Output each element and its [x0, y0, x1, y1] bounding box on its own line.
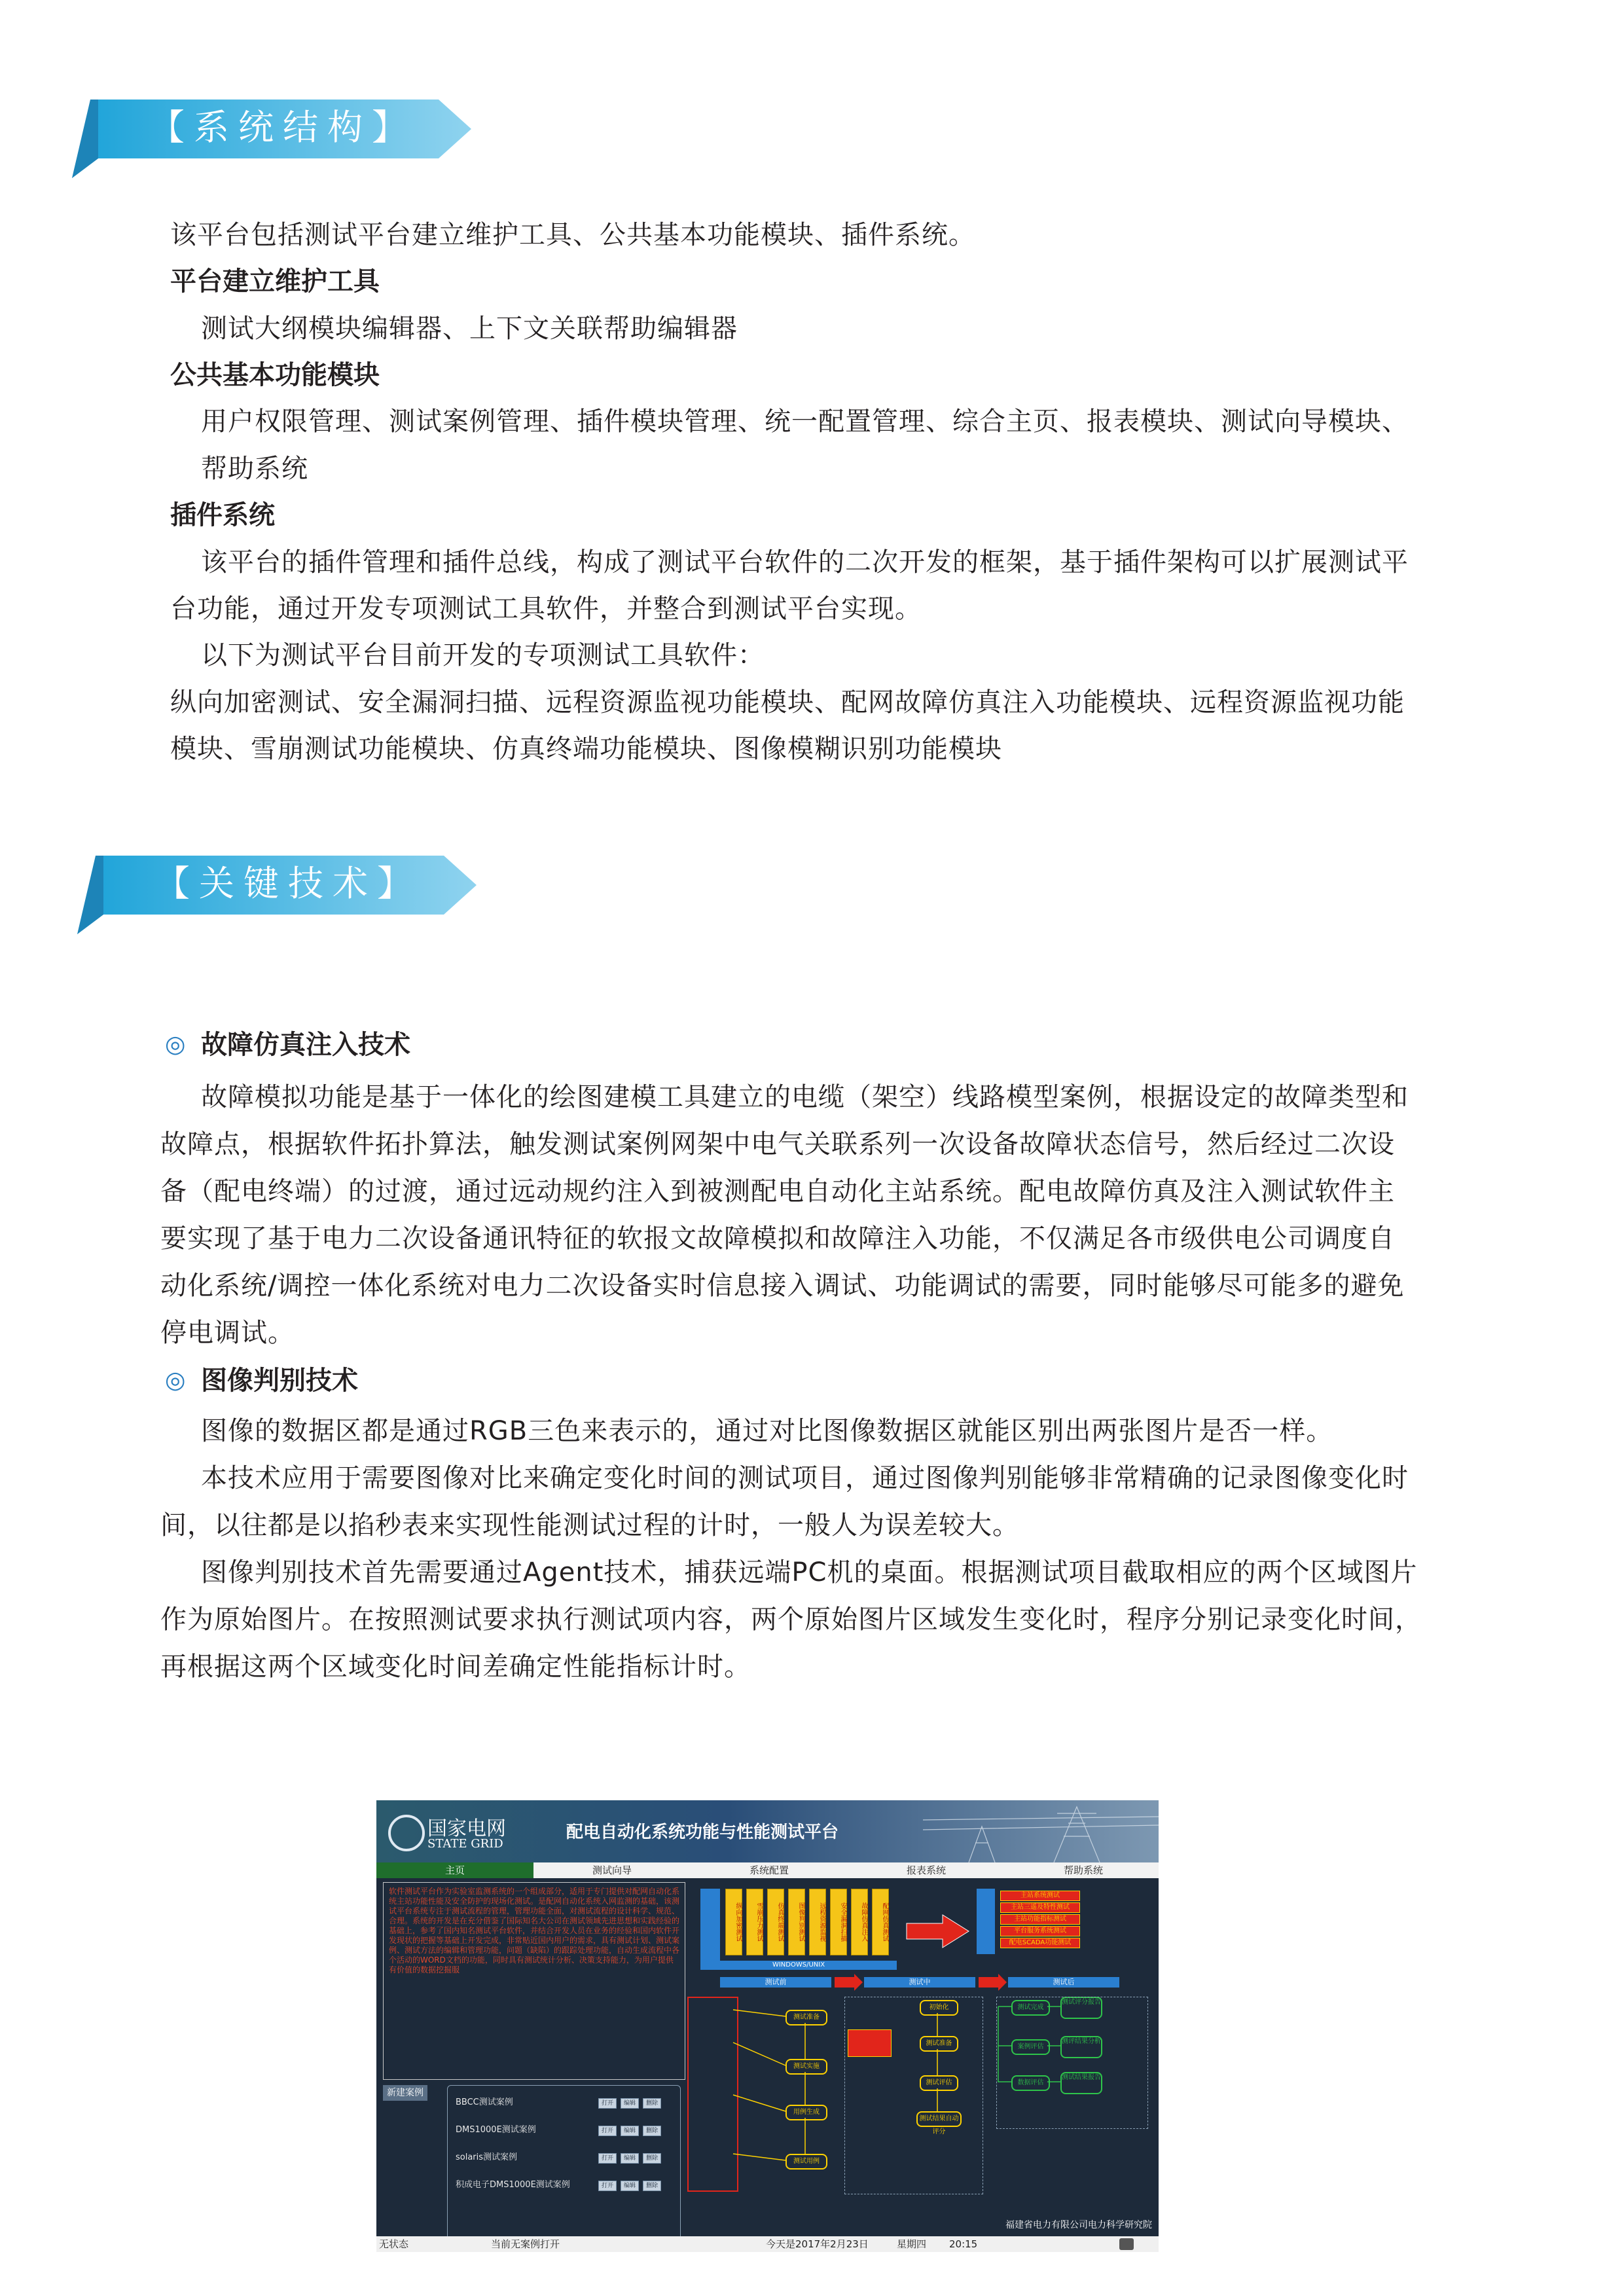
logo-text-cn: 国家电网 [427, 1817, 506, 1840]
master-bar [977, 1889, 995, 1954]
tool-title: 平台建立维护工具 [170, 266, 380, 297]
intro-text: 软件测试平台作为实验室监测系统的一个组成部分，适用于专门提供对配网自动化系统主站功能性能及安全防护的现场化测试。是配网自动化系统入网监测的基础，该测试平台系统专注于测试流程的管理，管理功能全面，对测试流程的设计科学、规范、合理。系统的开发是在充分借鉴了国际知名大公司在测试领域先进思想和实践经验的基础上，参考了国内知名测试平台软件，并结合开发人员在业务的经验和国内软件开发现状的把握等基础上开发完成，非常贴近国内用户的需求，具有测试计划、测试案例、测试方法的编辑和管理功能，问题（缺陷）的跟踪处理功能，自动生成流程中各个活动的WORD文档的功能，同时具有测试统计分析、决策支持能力，为用户提供有价值的数据挖掘服 [389, 1887, 680, 1974]
fault-line: 动化系统/调控一体化系统对电力二次设备实时信息接入调试、功能调试的需要，同时能够尽可能多的避免 [160, 1271, 1405, 1301]
image-line: 作为原始图片。在按照测试要求执行测试项内容，两个原始图片区域发生变化时，程序分别记录变化时间， [160, 1605, 1422, 1635]
master-test-item: 平台服务系统测试 [1000, 1926, 1080, 1936]
new-case-button[interactable]: 新建案例 [383, 2085, 427, 2101]
flow-node: 测试用例 [785, 2154, 827, 2170]
intro-textbox [383, 1882, 685, 2080]
arrow-right-icon [903, 1912, 975, 1951]
bullet-icon: ◎ [165, 1367, 186, 1394]
phase-during: 测试中 [864, 1977, 975, 1988]
result-node: 测试完成 [1011, 2000, 1050, 2016]
edit-case-button[interactable]: 编辑 [621, 2098, 639, 2109]
system-intro: 该平台包括测试平台建立维护工具、公共基本功能模块、插件系统。 [170, 220, 975, 250]
bullet-icon: ◎ [165, 1031, 186, 1058]
open-case-button[interactable]: 打开 [598, 2181, 617, 2191]
app-title: 配电自动化系统功能与性能测试平台 [566, 1823, 839, 1842]
plugin-text-5: 模块、雪崩测试功能模块、仿真终端功能模块、图像模糊识别功能模块 [170, 734, 1002, 764]
section-banner-system [72, 98, 478, 183]
tool-box: 远程资源监视 [809, 1889, 826, 1955]
tab-report-system[interactable]: 报表系统 [906, 1864, 946, 1876]
image-line: 间，以往都是以掐秒表来实现性能测试过程的计时，一般人为误差较大。 [160, 1510, 1019, 1540]
during-panel [844, 1997, 983, 2194]
result-node: 数据评估 [1011, 2075, 1050, 2091]
common-text-1: 用户权限管理、测试案例管理、插件模块管理、统一配置管理、综合主页、报表模块、测试向导模块、 [201, 407, 1409, 437]
tab-system-config[interactable]: 系统配置 [749, 1864, 789, 1876]
flow-node: 测试评估 [920, 2075, 958, 2091]
plugin-text-2: 台功能，通过开发专项测试工具软件，并整合到测试平台实现。 [170, 594, 922, 624]
tab-home[interactable]: 主页 [376, 1862, 533, 1878]
after-panel [996, 1997, 1148, 2129]
case-name[interactable]: solaris测试案例 [456, 2152, 518, 2162]
status-time: 20:15 [949, 2238, 978, 2250]
delete-case-button[interactable]: 删除 [643, 2153, 661, 2164]
tool-box: 纵向加密测试 [725, 1889, 742, 1955]
app-header [376, 1800, 1159, 1862]
result-node: 测试结果报告 [1060, 2072, 1102, 2094]
flow-node: 测试准备 [785, 2010, 827, 2025]
tool-box: 雪崩压力测试 [746, 1889, 763, 1955]
tool-text: 测试大纲模块编辑器、上下文关联帮助编辑器 [201, 314, 738, 344]
fault-line: 停电调试。 [160, 1318, 295, 1348]
tool-box: 仿真终端测试 [767, 1889, 784, 1955]
image-line: 再根据这两个区域变化时间差确定性能指标计时。 [160, 1652, 751, 1682]
state-grid-logo-icon [388, 1815, 425, 1851]
fault-title: 故障仿真注入技术 [201, 1030, 410, 1060]
os-bar: WINDOWS/UNIX [700, 1961, 897, 1970]
organization-name: 福建省电力有限公司电力科学研究院 [1005, 2220, 1152, 2230]
open-case-button[interactable]: 打开 [598, 2098, 617, 2109]
image-line: 图像的数据区都是通过RGB三色来表示的，通过对比图像数据区就能区别出两张图片是否一样。 [201, 1416, 1333, 1446]
case-name[interactable]: 积成电子DMS1000E测试案例 [456, 2180, 570, 2190]
platform-screenshot [376, 1800, 1159, 2252]
phase-before: 测试前 [720, 1977, 831, 1988]
delete-case-button[interactable]: 删除 [643, 2098, 661, 2109]
delete-case-button[interactable]: 删除 [643, 2181, 661, 2191]
flow-node: 测试结果自动评分 [916, 2111, 962, 2127]
tab-help-system[interactable]: 帮助系统 [1063, 1864, 1103, 1876]
architecture-diagram [687, 1879, 1159, 2232]
tool-box: 故障仿真注入 [851, 1889, 868, 1955]
status-date: 今天是2017年2月23日 [766, 2238, 869, 2250]
section-banner-tech [77, 854, 483, 939]
plugin-text-3: 以下为测试平台目前开发的专项测试工具软件： [201, 640, 765, 670]
result-node: 测试评分报告 [1060, 1997, 1102, 2019]
plugin-title: 插件系统 [170, 500, 275, 530]
section-heading: 【关键技术】 [154, 863, 422, 904]
fault-line: 备（配电终端）的过渡，通过远动规约注入到被测配电自动化主站系统。配电故障仿真及注入测试软件主 [160, 1176, 1395, 1207]
flow-node: 测试实施 [785, 2059, 827, 2075]
status-state: 无状态 [379, 2238, 409, 2250]
image-title: 图像判别技术 [201, 1366, 358, 1396]
flow-node: 测试准备 [920, 2036, 958, 2052]
edit-case-button[interactable]: 编辑 [621, 2153, 639, 2164]
tool-box: 安全漏洞扫描 [830, 1889, 847, 1955]
result-node: 案例评估 [1011, 2039, 1050, 2055]
master-test-item: 主站三遥及特性测试 [1000, 1902, 1080, 1913]
master-test-item: 主站功能指标测试 [1000, 1914, 1080, 1925]
plugin-text-1: 该平台的插件管理和插件总线，构成了测试平台软件的二次开发的框架，基于插件架构可以扩展测试平 [201, 547, 1409, 577]
section-heading: 【系统结构】 [149, 107, 416, 148]
master-test-item: 配电SCADA功能测试 [1000, 1938, 1080, 1948]
status-weekday: 星期四 [897, 2238, 927, 2250]
plugin-text-4: 纵向加密测试、安全漏洞扫描、远程资源监视功能模块、配网故障仿真注入功能模块、远程资源监视功能 [170, 687, 1405, 717]
case-name[interactable]: DMS1000E测试案例 [456, 2125, 536, 2135]
open-case-button[interactable]: 打开 [598, 2153, 617, 2164]
common-text-2: 帮助系统 [201, 454, 308, 484]
case-list [447, 2085, 681, 2240]
master-test-item: 主站系统测试 [1000, 1891, 1080, 1901]
nav-bar [376, 1862, 1159, 1878]
status-bar [376, 2236, 1159, 2252]
phase-after: 测试后 [1008, 1977, 1119, 1988]
prep-list [687, 1997, 738, 2192]
status-case: 当前无案例打开 [491, 2238, 560, 2250]
exit-icon[interactable] [1119, 2238, 1134, 2250]
case-name[interactable]: BBCC测试案例 [456, 2097, 513, 2107]
fault-line: 故障模拟功能是基于一体化的绘图建模工具建立的电缆（架空）线路模型案例，根据设定的故障类型和 [201, 1082, 1409, 1112]
edit-case-button[interactable]: 编辑 [621, 2126, 639, 2136]
flow-node: 用例生成 [785, 2105, 827, 2120]
common-title: 公共基本功能模块 [170, 360, 380, 390]
open-case-button[interactable]: 打开 [598, 2126, 617, 2136]
platform-bar [700, 1889, 720, 1961]
tool-box: 图像判别测试 [788, 1889, 805, 1955]
image-line: 本技术应用于需要图像对比来确定变化时间的测试项目，通过图像判别能够非常精确的记录图像变化时 [201, 1463, 1409, 1493]
tab-test-wizard[interactable]: 测试向导 [592, 1864, 632, 1876]
delete-case-button[interactable]: 删除 [643, 2126, 661, 2136]
fault-line: 故障点，根据软件拓扑算法，触发测试案例网架中电气关联系列一次设备故障状态信号，然后经过二次设 [160, 1129, 1395, 1159]
tool-box: 配网仿真测试 [872, 1889, 889, 1955]
fault-line: 要实现了基于电力二次设备通讯特征的软报文故障模拟和故障注入功能，不仅满足各市级供电公司调度自 [160, 1224, 1395, 1254]
power-tower-icon [923, 1800, 1159, 1862]
edit-case-button[interactable]: 编辑 [621, 2181, 639, 2191]
result-node: 测评结果分析 [1060, 2036, 1102, 2058]
logo-text-en: STATE GRID [427, 1837, 503, 1851]
image-line: 图像判别技术首先需要通过Agent技术，捕获远端PC机的桌面。根据测试项目截取相应的两个区域图片 [201, 1557, 1418, 1588]
flow-node: 初始化 [920, 2000, 958, 2016]
